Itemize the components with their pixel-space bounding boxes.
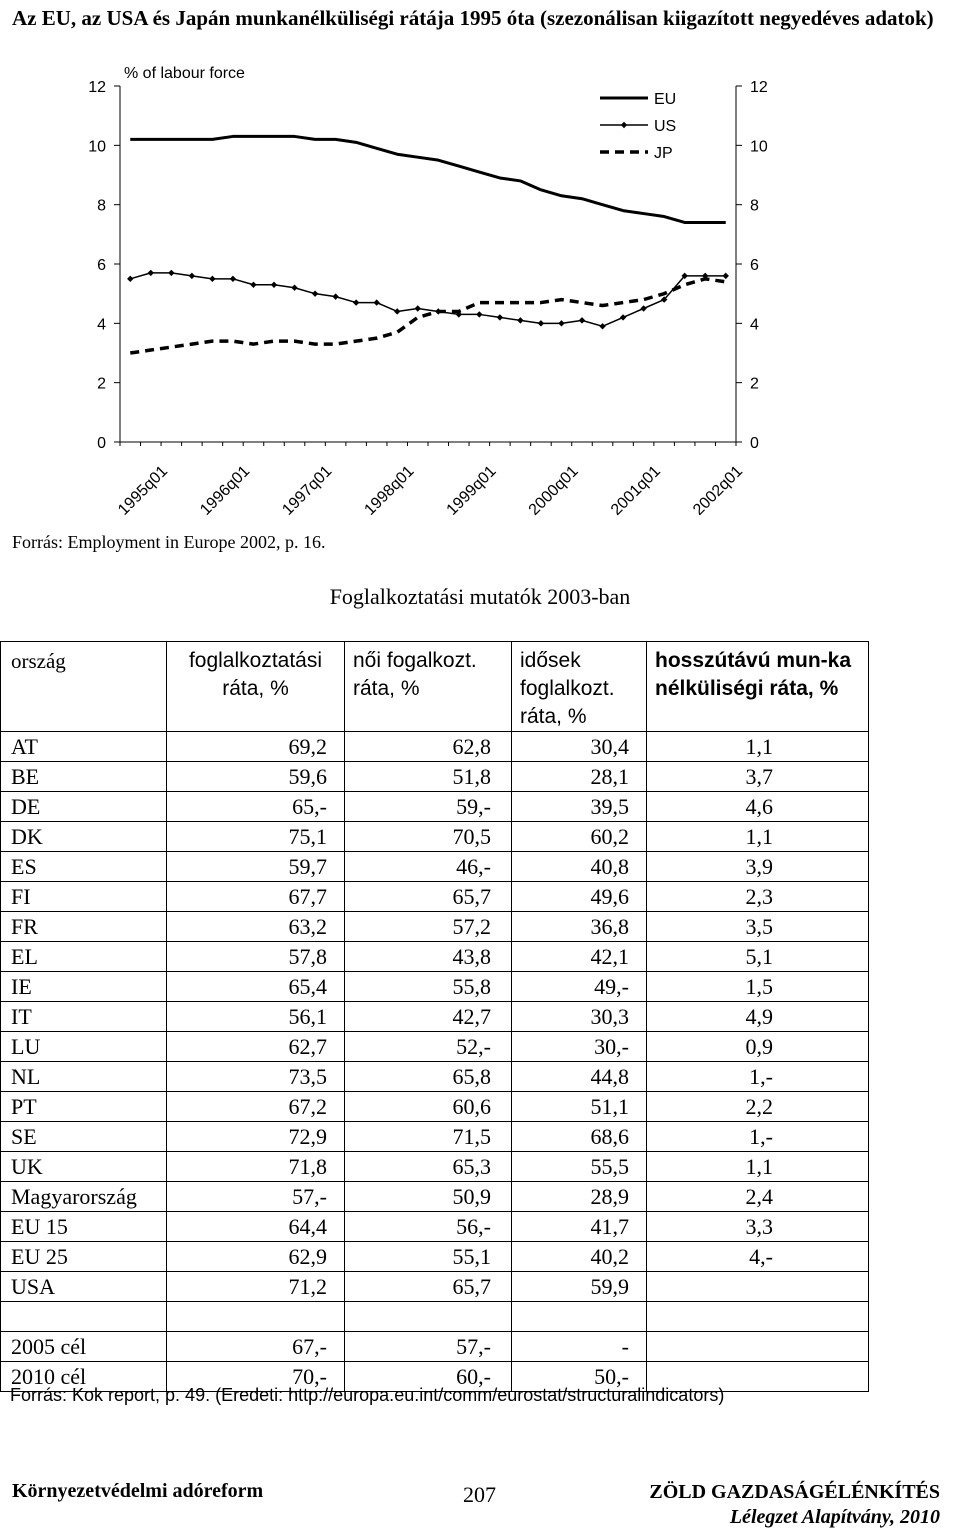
y-tick-label: 4 <box>97 316 106 334</box>
cell-older-employment: 51,1 <box>512 1092 647 1122</box>
y-axis-label: % of labour force <box>124 65 245 82</box>
cell-female-employment: 59,- <box>345 792 512 822</box>
cell-country: NL <box>1 1062 167 1092</box>
x-tick-label: 1996q01 <box>197 462 254 519</box>
table-row <box>1 1002 869 1032</box>
x-tick-label: 1998q01 <box>361 462 418 519</box>
cell-employment-rate: 71,8 <box>167 1152 345 1182</box>
data-point-us <box>271 282 277 288</box>
cell-older-employment: 50,- <box>512 1362 647 1392</box>
table-title: Foglalkoztatási mutatók 2003-ban <box>329 584 631 609</box>
cell-employment-rate: 72,9 <box>167 1122 345 1152</box>
cell-female-employment: 56,- <box>345 1212 512 1242</box>
y-tick-label: 12 <box>88 79 106 96</box>
data-point-us <box>189 273 195 279</box>
cell-longterm-unemployment <box>647 1302 869 1332</box>
series-line-eu <box>130 136 725 222</box>
cell-female-employment: 43,8 <box>345 942 512 972</box>
y-tick-label: 2 <box>750 375 759 393</box>
cell-employment-rate: 59,7 <box>167 852 345 882</box>
cell-country: LU <box>1 1032 167 1062</box>
cell-employment-rate: 65,4 <box>167 972 345 1002</box>
cell-country: ES <box>1 852 167 882</box>
cell-country: FR <box>1 912 167 942</box>
cell-longterm-unemployment: 1,1 <box>647 732 869 762</box>
chart-source: Forrás: Employment in Europe 2002, p. 16. <box>12 532 326 552</box>
cell-longterm-unemployment: 3,3 <box>647 1212 869 1242</box>
cell-longterm-unemployment: 1,1 <box>647 1152 869 1182</box>
table-row <box>1 1302 869 1332</box>
chart-legend <box>600 91 676 162</box>
cell-employment-rate: 62,9 <box>167 1242 345 1272</box>
y-tick-label: 0 <box>750 435 759 452</box>
y-tick-label: 10 <box>88 138 106 156</box>
data-point-us <box>640 305 646 311</box>
cell-employment-rate: 57,- <box>167 1182 345 1212</box>
cell-longterm-unemployment: 2,2 <box>647 1092 869 1122</box>
y-ticks-left <box>88 79 106 452</box>
footer-right-title: ZÖLD GAZDASÁGÉLÉNKÍTÉS <box>649 1481 940 1503</box>
cell-employment-rate: 70,- <box>167 1362 345 1392</box>
series-line-jp <box>130 279 725 353</box>
legend-marker-us <box>621 122 627 128</box>
cell-female-employment: 71,5 <box>345 1122 512 1152</box>
header-longterm-unemployment: hosszútávú mun-ka nélküliségi ráta, % <box>647 642 869 732</box>
cell-country: EL <box>1 942 167 972</box>
table-row <box>1 792 869 822</box>
cell-employment-rate: 57,8 <box>167 942 345 972</box>
cell-female-employment: 65,7 <box>345 1272 512 1302</box>
data-point-us <box>373 299 379 305</box>
page-number: 207 <box>463 1482 496 1507</box>
cell-older-employment: 49,- <box>512 972 647 1002</box>
header-employment-rate: foglalkoztatási ráta, % <box>167 642 345 732</box>
cell-longterm-unemployment: 1,5 <box>647 972 869 1002</box>
data-point-us <box>415 305 421 311</box>
table-row <box>1 1092 869 1122</box>
header-older-employment: idősek foglalkozt. ráta, % <box>512 642 647 732</box>
table-body <box>1 732 869 1392</box>
cell-country: 2005 cél <box>1 1332 167 1362</box>
cell-country: UK <box>1 1152 167 1182</box>
data-point-us <box>332 293 338 299</box>
cell-longterm-unemployment: 4,- <box>647 1242 869 1272</box>
cell-older-employment: 30,4 <box>512 732 647 762</box>
data-point-us <box>168 270 174 276</box>
cell-employment-rate: 59,6 <box>167 762 345 792</box>
data-point-us <box>250 282 256 288</box>
data-point-us <box>558 320 564 326</box>
data-point-us <box>230 276 236 282</box>
data-point-us <box>148 270 154 276</box>
data-point-us <box>312 290 318 296</box>
cell-employment-rate: 67,7 <box>167 882 345 912</box>
cell-female-employment: 60,6 <box>345 1092 512 1122</box>
cell-longterm-unemployment: 3,5 <box>647 912 869 942</box>
cell-employment-rate: 67,2 <box>167 1092 345 1122</box>
cell-longterm-unemployment: 4,9 <box>647 1002 869 1032</box>
table-row <box>1 1032 869 1062</box>
indicators-table <box>0 641 869 1392</box>
y-tick-label: 10 <box>750 138 768 156</box>
table-row <box>1 1182 869 1212</box>
chart-series <box>127 136 729 353</box>
table-row <box>1 1062 869 1092</box>
cell-employment-rate: 62,7 <box>167 1032 345 1062</box>
legend-label: EU <box>654 91 677 108</box>
cell-female-employment: 57,2 <box>345 912 512 942</box>
x-tick-label: 1999q01 <box>443 462 500 519</box>
cell-employment-rate: 56,1 <box>167 1002 345 1032</box>
cell-country: USA <box>1 1272 167 1302</box>
cell-employment-rate: 71,2 <box>167 1272 345 1302</box>
cell-female-employment: 55,1 <box>345 1242 512 1272</box>
cell-older-employment: 55,5 <box>512 1152 647 1182</box>
cell-country: PT <box>1 1092 167 1122</box>
cell-country: DK <box>1 822 167 852</box>
data-point-us <box>497 314 503 320</box>
data-point-us <box>394 308 400 314</box>
cell-older-employment: 30,- <box>512 1032 647 1062</box>
y-tick-label: 8 <box>750 197 759 215</box>
x-tick-label: 2000q01 <box>525 462 582 519</box>
data-point-us <box>353 299 359 305</box>
cell-older-employment: 30,3 <box>512 1002 647 1032</box>
table-row <box>1 972 869 1002</box>
cell-female-employment: 57,- <box>345 1332 512 1362</box>
footer-right-subtitle: Lélegzet Alapítvány, 2010 <box>729 1506 940 1528</box>
legend-label: JP <box>654 145 673 162</box>
cell-country: BE <box>1 762 167 792</box>
cell-female-employment <box>345 1302 512 1332</box>
cell-older-employment: 39,5 <box>512 792 647 822</box>
table-row <box>1 1242 869 1272</box>
cell-longterm-unemployment: 2,4 <box>647 1182 869 1212</box>
table-row <box>1 822 869 852</box>
table-row <box>1 912 869 942</box>
x-tick-labels <box>115 463 746 519</box>
table-source: Forrás: Kok report, p. 49. (Eredeti: http://europa.eu.int/comm/eurostat/structuralindicators) <box>10 1385 725 1405</box>
cell-older-employment: 36,8 <box>512 912 647 942</box>
cell-employment-rate <box>167 1302 345 1332</box>
line-chart <box>0 60 960 530</box>
cell-longterm-unemployment: 2,3 <box>647 882 869 912</box>
data-point-us <box>538 320 544 326</box>
cell-longterm-unemployment: 1,1 <box>647 822 869 852</box>
cell-country: IE <box>1 972 167 1002</box>
cell-country <box>1 1302 167 1332</box>
cell-female-employment: 42,7 <box>345 1002 512 1032</box>
data-point-us <box>579 317 585 323</box>
cell-female-employment: 65,3 <box>345 1152 512 1182</box>
table-row <box>1 1272 869 1302</box>
y-tick-label: 6 <box>97 257 106 274</box>
y-tick-label: 2 <box>97 375 106 393</box>
cell-longterm-unemployment: 5,1 <box>647 942 869 972</box>
y-tick-label: 4 <box>750 316 759 334</box>
cell-employment-rate: 73,5 <box>167 1062 345 1092</box>
cell-female-employment: 60,- <box>345 1362 512 1392</box>
footer-left: Környezetvédelmi adóreform <box>12 1480 264 1502</box>
table-row <box>1 1212 869 1242</box>
cell-country: EU 15 <box>1 1212 167 1242</box>
cell-longterm-unemployment <box>647 1272 869 1302</box>
cell-employment-rate: 67,- <box>167 1332 345 1362</box>
cell-country: DE <box>1 792 167 822</box>
cell-older-employment: 28,1 <box>512 762 647 792</box>
cell-country: FI <box>1 882 167 912</box>
header-female-employment: női fogalkozt. ráta, % <box>345 642 512 732</box>
legend-label: US <box>654 118 677 135</box>
y-tick-label: 12 <box>750 79 768 96</box>
table-row <box>1 1152 869 1182</box>
table-row <box>1 882 869 912</box>
cell-older-employment: 44,8 <box>512 1062 647 1092</box>
cell-older-employment: 40,8 <box>512 852 647 882</box>
data-point-us <box>127 276 133 282</box>
cell-longterm-unemployment: 0,9 <box>647 1032 869 1062</box>
cell-country: EU 25 <box>1 1242 167 1272</box>
data-point-us <box>599 323 605 329</box>
cell-female-employment: 62,8 <box>345 732 512 762</box>
cell-employment-rate: 69,2 <box>167 732 345 762</box>
data-point-us <box>620 314 626 320</box>
cell-older-employment: 60,2 <box>512 822 647 852</box>
y-tick-label: 6 <box>750 257 759 274</box>
cell-longterm-unemployment: 4,6 <box>647 792 869 822</box>
cell-older-employment <box>512 1302 647 1332</box>
y-tick-label: 0 <box>97 435 106 452</box>
y-tick-label: 8 <box>97 197 106 215</box>
cell-longterm-unemployment: 1,- <box>647 1122 869 1152</box>
table-row <box>1 732 869 762</box>
cell-female-employment: 65,8 <box>345 1062 512 1092</box>
table-row <box>1 1332 869 1362</box>
cell-longterm-unemployment: 3,7 <box>647 762 869 792</box>
x-tick-label: 2001q01 <box>607 462 664 519</box>
y-ticks-right <box>750 79 768 452</box>
x-tick-label: 1995q01 <box>115 462 172 519</box>
cell-female-employment: 46,- <box>345 852 512 882</box>
cell-country: AT <box>1 732 167 762</box>
cell-older-employment: 42,1 <box>512 942 647 972</box>
cell-female-employment: 51,8 <box>345 762 512 792</box>
table-row <box>1 942 869 972</box>
cell-older-employment: 49,6 <box>512 882 647 912</box>
cell-country: Magyarország <box>1 1182 167 1212</box>
cell-longterm-unemployment <box>647 1332 869 1362</box>
cell-longterm-unemployment: 1,- <box>647 1062 869 1092</box>
cell-older-employment: 28,9 <box>512 1182 647 1212</box>
cell-country: 2010 cél <box>1 1362 167 1392</box>
data-point-us <box>291 285 297 291</box>
data-point-us <box>723 273 729 279</box>
cell-older-employment: 59,9 <box>512 1272 647 1302</box>
table-header-row <box>1 642 869 732</box>
cell-employment-rate: 64,4 <box>167 1212 345 1242</box>
table-row <box>1 762 869 792</box>
cell-female-employment: 55,8 <box>345 972 512 1002</box>
cell-female-employment: 50,9 <box>345 1182 512 1212</box>
table-row <box>1 852 869 882</box>
cell-older-employment: 41,7 <box>512 1212 647 1242</box>
data-point-us <box>476 311 482 317</box>
cell-female-employment: 65,7 <box>345 882 512 912</box>
chart-title: Az EU, az USA és Japán munkanélküliségi rátája 1995 óta (szezonálisan kiigazított negyedéves adatok) <box>12 6 934 30</box>
cell-country: IT <box>1 1002 167 1032</box>
cell-employment-rate: 75,1 <box>167 822 345 852</box>
cell-country: SE <box>1 1122 167 1152</box>
cell-female-employment: 70,5 <box>345 822 512 852</box>
cell-older-employment: 68,6 <box>512 1122 647 1152</box>
cell-female-employment: 52,- <box>345 1032 512 1062</box>
table-row <box>1 1122 869 1152</box>
x-tick-label: 2002q01 <box>690 462 747 519</box>
data-point-us <box>209 276 215 282</box>
header-country: ország <box>1 642 167 732</box>
data-point-us <box>517 317 523 323</box>
cell-older-employment: 40,2 <box>512 1242 647 1272</box>
cell-employment-rate: 63,2 <box>167 912 345 942</box>
x-tick-label: 1997q01 <box>279 462 336 519</box>
footer-right <box>649 1480 940 1530</box>
cell-employment-rate: 65,- <box>167 792 345 822</box>
cell-longterm-unemployment: 3,9 <box>647 852 869 882</box>
cell-older-employment: - <box>512 1332 647 1362</box>
